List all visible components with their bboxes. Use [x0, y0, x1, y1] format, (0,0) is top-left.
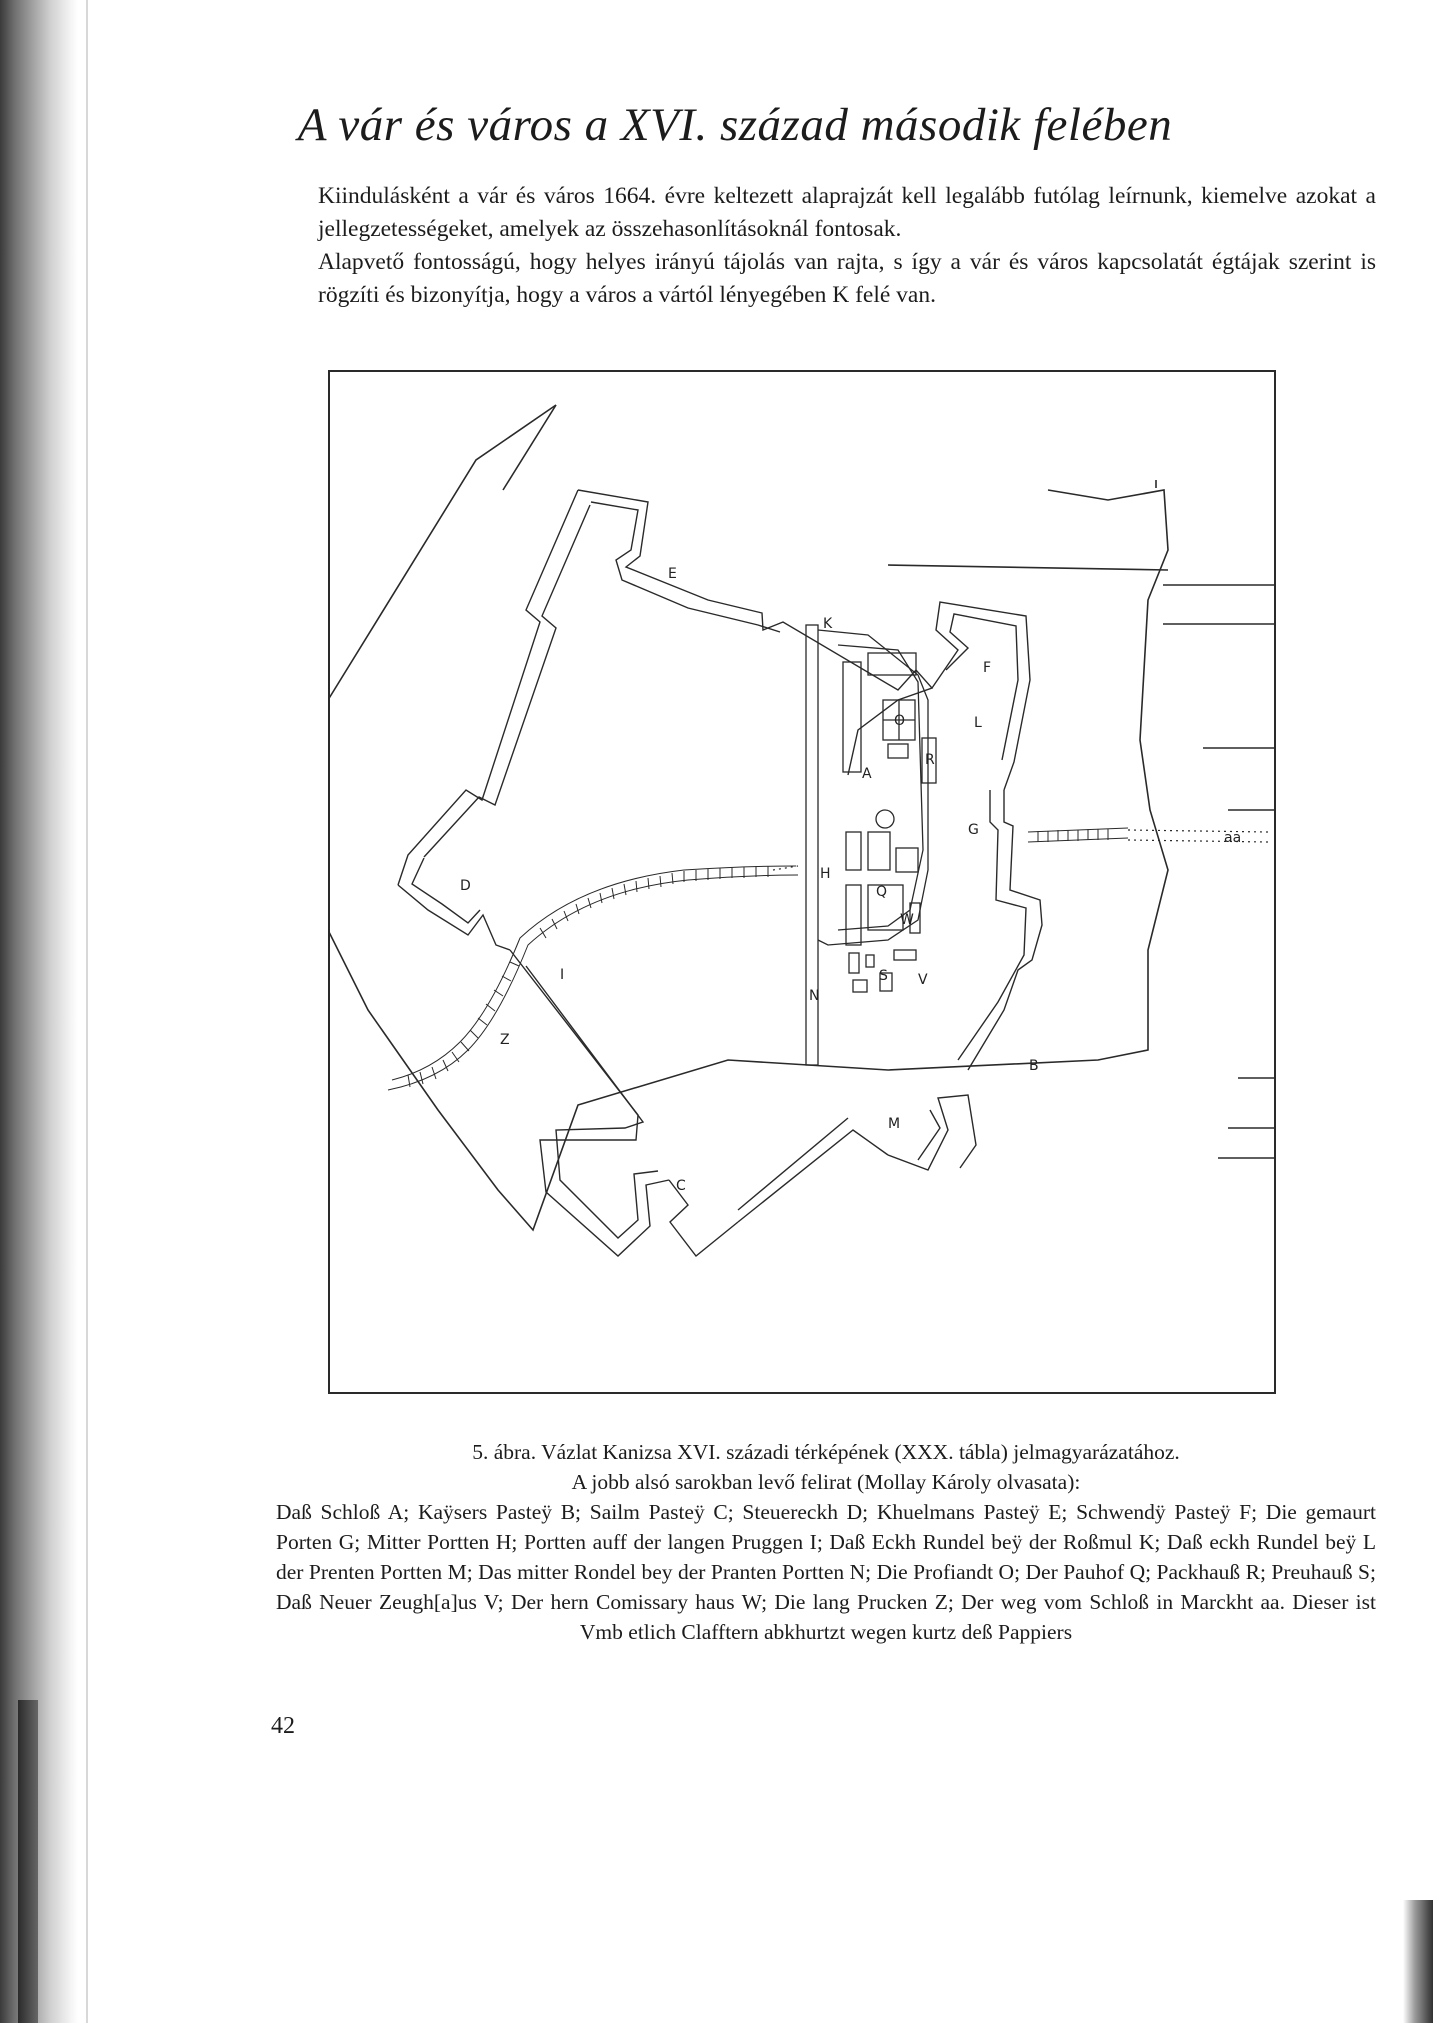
label-V: V: [918, 972, 928, 988]
building-H-mid: [868, 832, 890, 870]
bridge-G: [1028, 828, 1128, 842]
caption-line-2: A jobb alsó sarokban levő felirat (Mollay Károly olvasata):: [571, 1470, 1081, 1494]
label-M: M: [888, 1116, 901, 1132]
building-small-1: [849, 953, 859, 973]
scan-edge-shadow: [1403, 1900, 1433, 2023]
page-number: 42: [271, 1713, 295, 1739]
label-G: G: [968, 822, 979, 838]
page-edge-line: [86, 0, 88, 2023]
scan-binding-shadow: [18, 1700, 38, 2023]
scan-gutter-shadow: [0, 0, 78, 2023]
building-W: [896, 848, 918, 872]
paragraph-1: Kiindulásként a vár és város 1664. évre keltezett alaprajzát kell legalább futólag leírnunk, kiemelve azokat a jellegzetességeket, amelyek az összehasonlításoknál fontosak.: [318, 183, 1376, 242]
building-small-3: [894, 950, 916, 960]
bridge-hatching: [408, 866, 768, 1087]
label-B: B: [1029, 1058, 1039, 1074]
label-Z: Z: [500, 1032, 510, 1048]
building-N: [846, 885, 861, 945]
building-small-2: [866, 955, 874, 967]
building-top: [868, 653, 916, 675]
label-N: N: [809, 988, 820, 1004]
body-text: [318, 180, 1376, 312]
building-H-left: [846, 832, 861, 870]
building-small-4: [853, 980, 867, 992]
label-R: R: [925, 752, 935, 768]
figure-caption: [276, 1437, 1376, 1647]
road-dotted-2: [1128, 840, 1268, 842]
terrain-line-1: [503, 405, 556, 490]
building-annex: [888, 744, 908, 758]
fortress-plan-figure: [328, 370, 1276, 1394]
label-S: S: [879, 968, 888, 984]
label-F: F: [983, 660, 992, 676]
label-H: H: [820, 866, 831, 882]
caption-legend: Daß Schloß A; Kaÿsers Pasteÿ B; Sailm Pasteÿ C; Steuereckh D; Khuelmans Pasteÿ E; Schwendÿ Pasteÿ F; Die gemaurt Porten G; Mitter Portten H; Portten auff der langen Pruggen I; Daß Eckh Rundel beÿ der Roßmul K; Daß eckh Rundel beÿ L der Prenten Portten M; Das mitter Rondel bey der Pranten Portten N; Die Profiandt O; Der Pauhof Q; Packhauß R; Preuhauß S; Daß Neuer Zeugh[a]us V; Der hern Comissary haus W; Die lang Prucken Z; Der weg vom Schloß in Marckht aa. Dieser ist Vmb etlich Clafftern abkhurtzt wegen kurtz deß Pappiers: [276, 1500, 1376, 1644]
label-D: D: [460, 878, 471, 894]
label-Q: Q: [876, 884, 888, 900]
label-C: C: [676, 1178, 686, 1194]
well-Q: [876, 810, 894, 828]
inner-castle: [806, 625, 928, 1065]
label-K: K: [823, 616, 833, 632]
road-to-market-aa: [1128, 830, 1268, 832]
page-title: A vár és város a XVI. század második felében: [297, 99, 1173, 151]
label-E: E: [668, 566, 677, 582]
caption-line-1: 5. ábra. Vázlat Kanizsa XVI. századi térképének (XXX. tábla) jelmagyarázatához.: [472, 1440, 1180, 1464]
label-O: O: [894, 713, 906, 729]
outer-terrain-outline: [328, 405, 1168, 1230]
label-A: A: [862, 766, 872, 782]
paragraph-2: Alapvető fontosságú, hogy helyes irányú tájolás van rajta, s így a vár és város kapcsolatát égtájak szerint is rögzíti és bizonyítja, hogy a város a vártól lényegében K felé van.: [318, 249, 1376, 308]
label-L: L: [974, 715, 982, 731]
label-I: I: [560, 967, 565, 983]
terrain-line-2: [888, 565, 1168, 570]
label-aa: aa: [1224, 830, 1242, 846]
map-labels: [460, 566, 1241, 1194]
label-W: W: [900, 912, 914, 928]
